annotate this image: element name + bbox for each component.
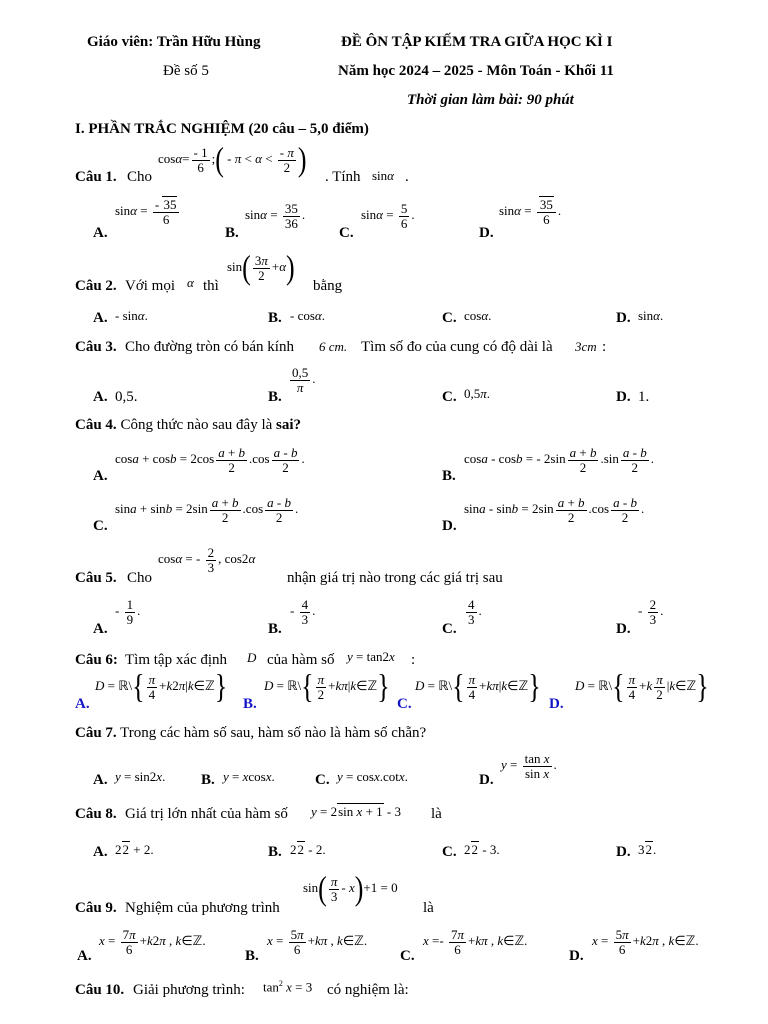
formula-target: sinα xyxy=(372,168,394,183)
option-a[interactable]: A. xyxy=(93,310,108,326)
formula-given: cosα = - $\frac{2}{3}$ , cos2α xyxy=(158,545,256,575)
option-c-formula: cosα. xyxy=(464,308,492,323)
option-a-formula: - $\frac{1}{9}$ . xyxy=(115,597,141,627)
option-d[interactable]: D. xyxy=(549,696,564,712)
option-d-formula: y = $\frac{\text{tan x}}{\text{sin x}}$ . xyxy=(501,751,557,781)
option-a-formula: cosa + cosb = 2cos $\frac{a + b}{2}$ .cos $\frac{a - b}{2}$ . xyxy=(115,445,305,475)
question-emphasis: sai? xyxy=(276,417,302,433)
question-label: Câu 10. xyxy=(75,982,125,998)
option-d[interactable]: D. xyxy=(616,389,631,405)
question-text: của hàm số xyxy=(267,652,335,668)
question-text: : xyxy=(411,652,416,668)
domain-symbol: D xyxy=(247,650,257,665)
option-a-formula: - sinα. xyxy=(115,308,148,323)
option-b[interactable]: B. xyxy=(268,844,282,860)
option-c-formula: x =- $\frac{7\pi}{6}$ +kπ , k∈ℤ. xyxy=(423,927,528,957)
option-d[interactable]: D. xyxy=(479,772,494,788)
question-label: Câu 7. xyxy=(75,725,117,741)
teacher-name: Giáo viên: Trần Hữu Hùng xyxy=(87,34,261,50)
option-d-formula: D = ℝ\{ $\frac{\pi}{4}$ +k $\frac{\pi}{2}$ |k∈ℤ} xyxy=(575,667,709,706)
question-text: nhận giá trị nào trong các giá trị sau xyxy=(287,570,503,586)
option-c-formula: sinα = $\frac{5}{6}$ . xyxy=(361,201,415,231)
question-6 xyxy=(75,649,675,672)
option-a-formula: sinα = $\frac{- 35}{6}$ xyxy=(115,198,181,226)
option-a-formula: 22 + 2. xyxy=(115,842,154,857)
option-c-formula: y = cosx.cotx. xyxy=(337,769,408,784)
option-c[interactable]: C. xyxy=(315,772,330,788)
option-c-formula: D = ℝ\{ $\frac{\pi}{4}$ +kπ|k∈ℤ} xyxy=(415,667,541,706)
question-text: Cho đường tròn có bán kính xyxy=(125,339,294,355)
option-d-formula: - $\frac{2}{3}$ . xyxy=(638,597,664,627)
option-c[interactable]: C. xyxy=(442,389,457,405)
function-formula: y = 2sin x + 1 - 3 xyxy=(311,804,402,819)
question-text: Giải phương trình: xyxy=(133,982,245,998)
equation-formula: $\tan^2 x = 3$ xyxy=(263,979,313,995)
option-b[interactable]: B. xyxy=(201,772,215,788)
question-2 xyxy=(75,248,475,297)
option-d[interactable]: D. xyxy=(616,844,631,860)
question-label: Câu 2. xyxy=(75,278,117,294)
question-label: Câu 1. xyxy=(75,169,117,185)
option-c-formula: $\frac{4}{3}$ . xyxy=(468,597,482,627)
question-8 xyxy=(75,804,675,824)
exam-number: Đề số 5 xyxy=(163,63,209,79)
question-text: Tìm tập xác định xyxy=(125,652,228,668)
option-b-formula: cosa - cosb = - 2sin $\frac{a + b}{2}$ .sin $\frac{a - b}{2}$ . xyxy=(464,445,654,475)
option-c[interactable]: C. xyxy=(93,518,108,534)
option-d-formula: sinα = $\frac{35}{6}$ . xyxy=(499,197,562,227)
option-c-formula: 0,5π. xyxy=(464,386,491,401)
option-d[interactable]: D. xyxy=(569,948,584,964)
option-d[interactable]: D. xyxy=(442,518,457,534)
option-c[interactable]: C. xyxy=(397,696,412,712)
equation-formula: sin( $\frac{\pi}{3}$ - x)+1 = 0 xyxy=(303,869,398,908)
option-b[interactable]: B. xyxy=(245,948,259,964)
option-b-formula: D = ℝ\{ $\frac{\pi}{2}$ +kπ|k∈ℤ} xyxy=(264,667,390,706)
option-d[interactable]: D. xyxy=(479,225,494,241)
option-a[interactable]: A. xyxy=(93,772,108,788)
question-text: Cho xyxy=(127,169,153,185)
variable-alpha: α xyxy=(187,275,194,290)
option-d-formula: sinα. xyxy=(638,308,664,323)
question-label: Câu 4. xyxy=(75,417,117,433)
option-b[interactable]: B. xyxy=(268,389,282,405)
option-c-formula: 22 - 3. xyxy=(464,842,500,857)
option-b[interactable]: B. xyxy=(442,468,456,484)
q8-options xyxy=(93,842,693,862)
option-a-formula: x = $\frac{7\pi}{6}$ +k2π , k∈ℤ. xyxy=(99,927,206,957)
option-d-formula: 32. xyxy=(638,842,657,857)
question-10 xyxy=(75,979,675,1002)
question-label: Câu 8. xyxy=(75,806,117,822)
option-a-value: 0,5. xyxy=(115,389,138,405)
option-b-formula: 22 - 2. xyxy=(290,842,326,857)
question-9 xyxy=(75,869,675,918)
formula-expression: sin( $\frac{3\pi}{2}$ +α) xyxy=(227,248,295,287)
formula-given: cosα= $\frac{- 1}{6}$ ;( - π < α < $\frac{- \pi}{2}$ ) xyxy=(158,140,307,179)
school-year: Năm học 2024 – 2025 - Môn Toán - Khối 11 xyxy=(338,63,614,79)
option-a[interactable]: A. xyxy=(93,844,108,860)
option-b-formula: $\frac{0,5}{\pi}$ . xyxy=(292,365,316,395)
question-text: Công thức nào sau đây là xyxy=(120,417,273,433)
q7-options xyxy=(93,752,693,792)
option-b[interactable]: B. xyxy=(225,225,239,241)
option-c[interactable]: C. xyxy=(400,948,415,964)
question-text: : xyxy=(602,339,607,355)
option-b-formula: - cosα. xyxy=(290,308,325,323)
question-label: Câu 9. xyxy=(75,900,117,916)
option-d-formula: sina - sinb = 2sin $\frac{a + b}{2}$ .cos $\frac{a - b}{2}$ . xyxy=(464,495,645,525)
option-d[interactable]: D. xyxy=(616,621,631,637)
option-b-formula: y = xcosx. xyxy=(223,769,275,784)
option-c-formula: sina + sinb = 2sin $\frac{a + b}{2}$ .cos $\frac{a - b}{2}$ . xyxy=(115,495,299,525)
question-4 xyxy=(75,417,301,434)
option-d-formula: x = $\frac{5\pi}{6}$ +k2π , k∈ℤ. xyxy=(592,927,699,957)
option-c[interactable]: C. xyxy=(442,310,457,326)
question-text: Trong các hàm số sau, hàm số nào là hàm số chẵn? xyxy=(120,725,427,741)
option-c[interactable]: C. xyxy=(442,621,457,637)
question-5 xyxy=(75,546,675,588)
option-b[interactable]: B. xyxy=(268,310,282,326)
question-7 xyxy=(75,725,426,742)
option-d[interactable]: D. xyxy=(616,310,631,326)
question-text: bằng xyxy=(313,278,343,294)
question-text: Tìm số đo của cung có độ dài là xyxy=(361,339,553,355)
option-c[interactable]: C. xyxy=(339,225,354,241)
option-a[interactable]: A. xyxy=(93,621,108,637)
option-a-formula: y = sin2x. xyxy=(115,769,166,784)
option-a[interactable]: A. xyxy=(93,225,108,241)
question-label: Câu 5. xyxy=(75,570,117,586)
section-title: I. PHẦN TRẮC NGHIỆM (20 câu – 5,0 điểm) xyxy=(75,121,369,137)
q2-options xyxy=(93,308,693,328)
q5-options xyxy=(93,598,693,638)
question-text: Giá trị lớn nhất của hàm số xyxy=(125,806,288,822)
question-text: Cho xyxy=(127,570,153,586)
option-a-formula: D = ℝ\{ $\frac{\pi}{4}$ +k2π|k∈ℤ} xyxy=(95,667,228,706)
q9-options xyxy=(77,928,757,970)
question-text: . Tính xyxy=(325,169,361,185)
q6-options xyxy=(75,667,755,714)
question-text: có nghiệm là: xyxy=(327,982,409,998)
question-text: là xyxy=(423,900,434,916)
option-b-formula: x = $\frac{5\pi}{6}$ +kπ , k∈ℤ. xyxy=(267,927,368,957)
question-3 xyxy=(75,339,675,359)
option-a[interactable]: A. xyxy=(93,468,108,484)
question-label: Câu 3. xyxy=(75,339,117,355)
option-b-formula: - $\frac{4}{3}$ . xyxy=(290,597,316,627)
exam-time: Thời gian làm bài: 90 phút xyxy=(407,92,574,108)
question-text: là xyxy=(431,806,442,822)
function-formula: y = tan2x xyxy=(347,649,395,664)
q4-options xyxy=(93,444,713,544)
arc-value: 3cm xyxy=(575,339,597,354)
question-text: thì xyxy=(203,278,219,294)
q1-options xyxy=(93,198,693,243)
radius-value: 6 cm. xyxy=(319,339,348,354)
question-label: Câu 6: xyxy=(75,652,118,668)
option-a[interactable]: A. xyxy=(93,389,108,405)
option-a[interactable]: A. xyxy=(77,948,92,964)
question-text: . xyxy=(405,169,409,185)
option-b-formula: sinα = $\frac{35}{36}$ . xyxy=(245,201,306,231)
q3-options xyxy=(93,366,693,408)
option-a[interactable]: A. xyxy=(75,696,90,712)
question-text: Với mọi xyxy=(125,278,176,294)
question-text: Nghiệm của phương trình xyxy=(125,900,280,916)
option-b[interactable]: B. xyxy=(243,696,257,712)
option-d-value: 1. xyxy=(638,389,650,405)
option-c[interactable]: C. xyxy=(442,844,457,860)
option-b[interactable]: B. xyxy=(268,621,282,637)
exam-title: ĐỀ ÔN TẬP KIẾM TRA GIỮA HỌC KÌ I xyxy=(341,34,613,50)
